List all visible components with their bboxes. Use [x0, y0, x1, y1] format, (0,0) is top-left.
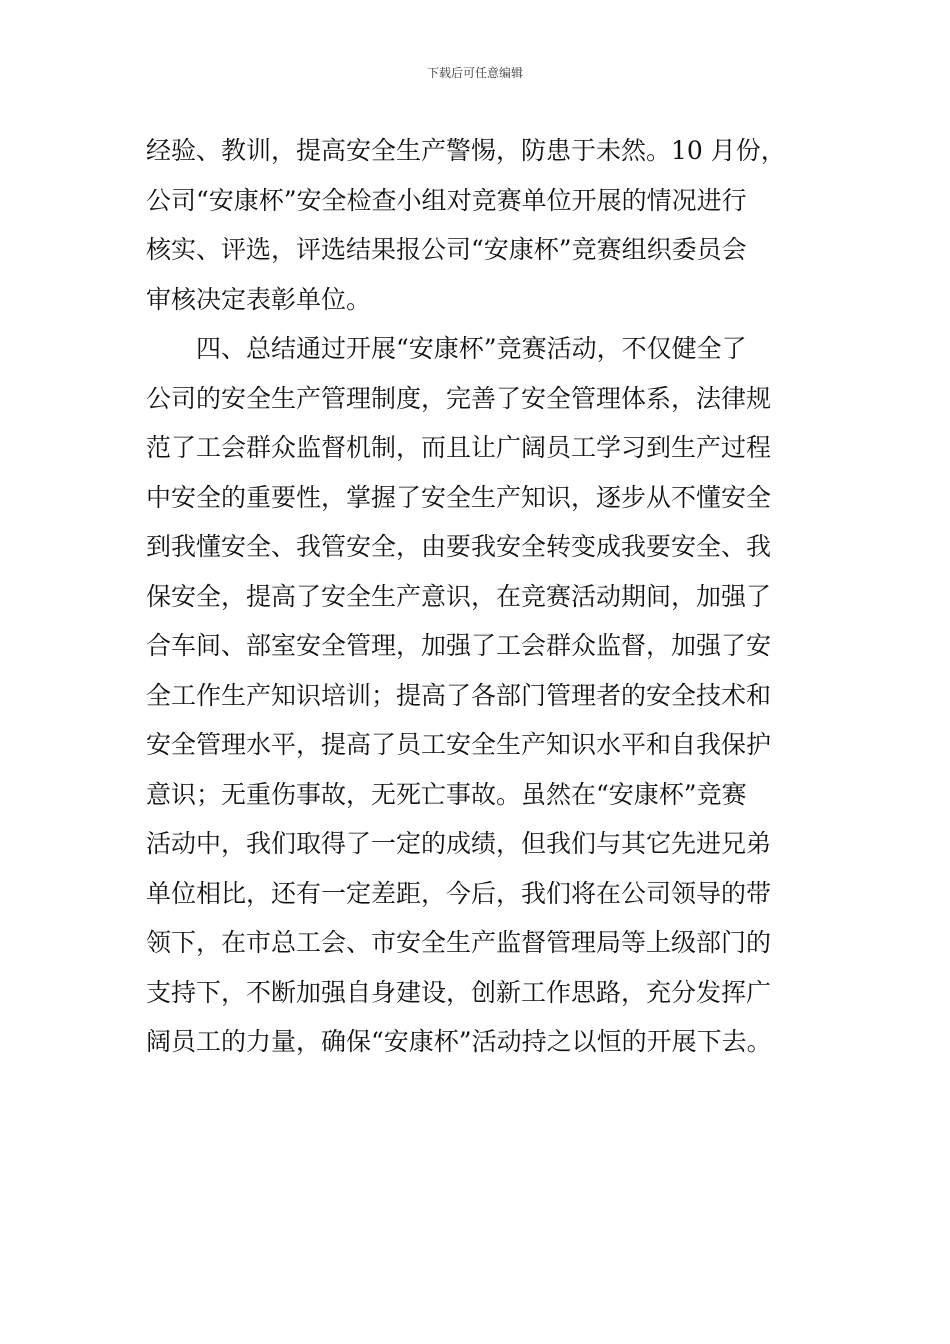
text-line: 意识；无重伤事故，无死亡事故。虽然在“安康杯”竞赛: [146, 779, 747, 809]
text-line: 活动中，我们取得了一定的成绩，但我们与其它先进兄弟: [146, 829, 772, 858]
text-line: 经验、教训，提高安全生产警惕，防患于未然。10 月份，: [146, 136, 786, 165]
text-line: 支持下，不断加强自身建设，创新工作思路，充分发挥广: [146, 977, 772, 1007]
text-line: 全工作生产知识培训；提高了各部门管理者的安全技术和: [146, 680, 772, 710]
text-line: 中安全的重要性，掌握了安全生产知识，逐步从不懂安全: [146, 482, 772, 512]
text-line: 公司“安康杯”安全检查小组对竞赛单位开展的情况进行: [146, 185, 747, 215]
text-line: 审核决定表彰单位。: [146, 284, 372, 314]
text-line: 四、总结通过开展“安康杯”竞赛活动，不仅健全了: [146, 334, 747, 363]
text-line: 安全管理水平，提高了员工安全生产知识水平和自我保护: [146, 730, 772, 759]
text-line: 阔员工的力量，确保“安康杯”活动持之以恒的开展下去。: [146, 1027, 772, 1056]
text-line: 领下，在市总工会、市安全生产监督管理局等上级部门的: [146, 928, 772, 957]
text-line: 合车间、部室安全管理，加强了工会群众监督，加强了安: [146, 631, 772, 660]
text-line: 到我懂安全、我管安全，由要我安全转变成我要安全、我: [146, 532, 772, 561]
text-line: 核实、评选，评选结果报公司“安康杯”竞赛组织委员会: [146, 235, 747, 264]
text-line: 公司的安全生产管理制度，完善了安全管理体系，法律规: [146, 383, 772, 413]
text-line: 范了工会群众监督机制，而且让广阔员工学习到生产过程: [146, 433, 772, 462]
body-text: [146, 126, 811, 1067]
text-line: 单位相比，还有一定差距，今后，我们将在公司领导的带: [146, 878, 772, 908]
text-line: 保安全，提高了安全生产意识，在竞赛活动期间，加强了: [146, 581, 772, 611]
page-header: 下载后可任意编辑: [426, 66, 523, 80]
